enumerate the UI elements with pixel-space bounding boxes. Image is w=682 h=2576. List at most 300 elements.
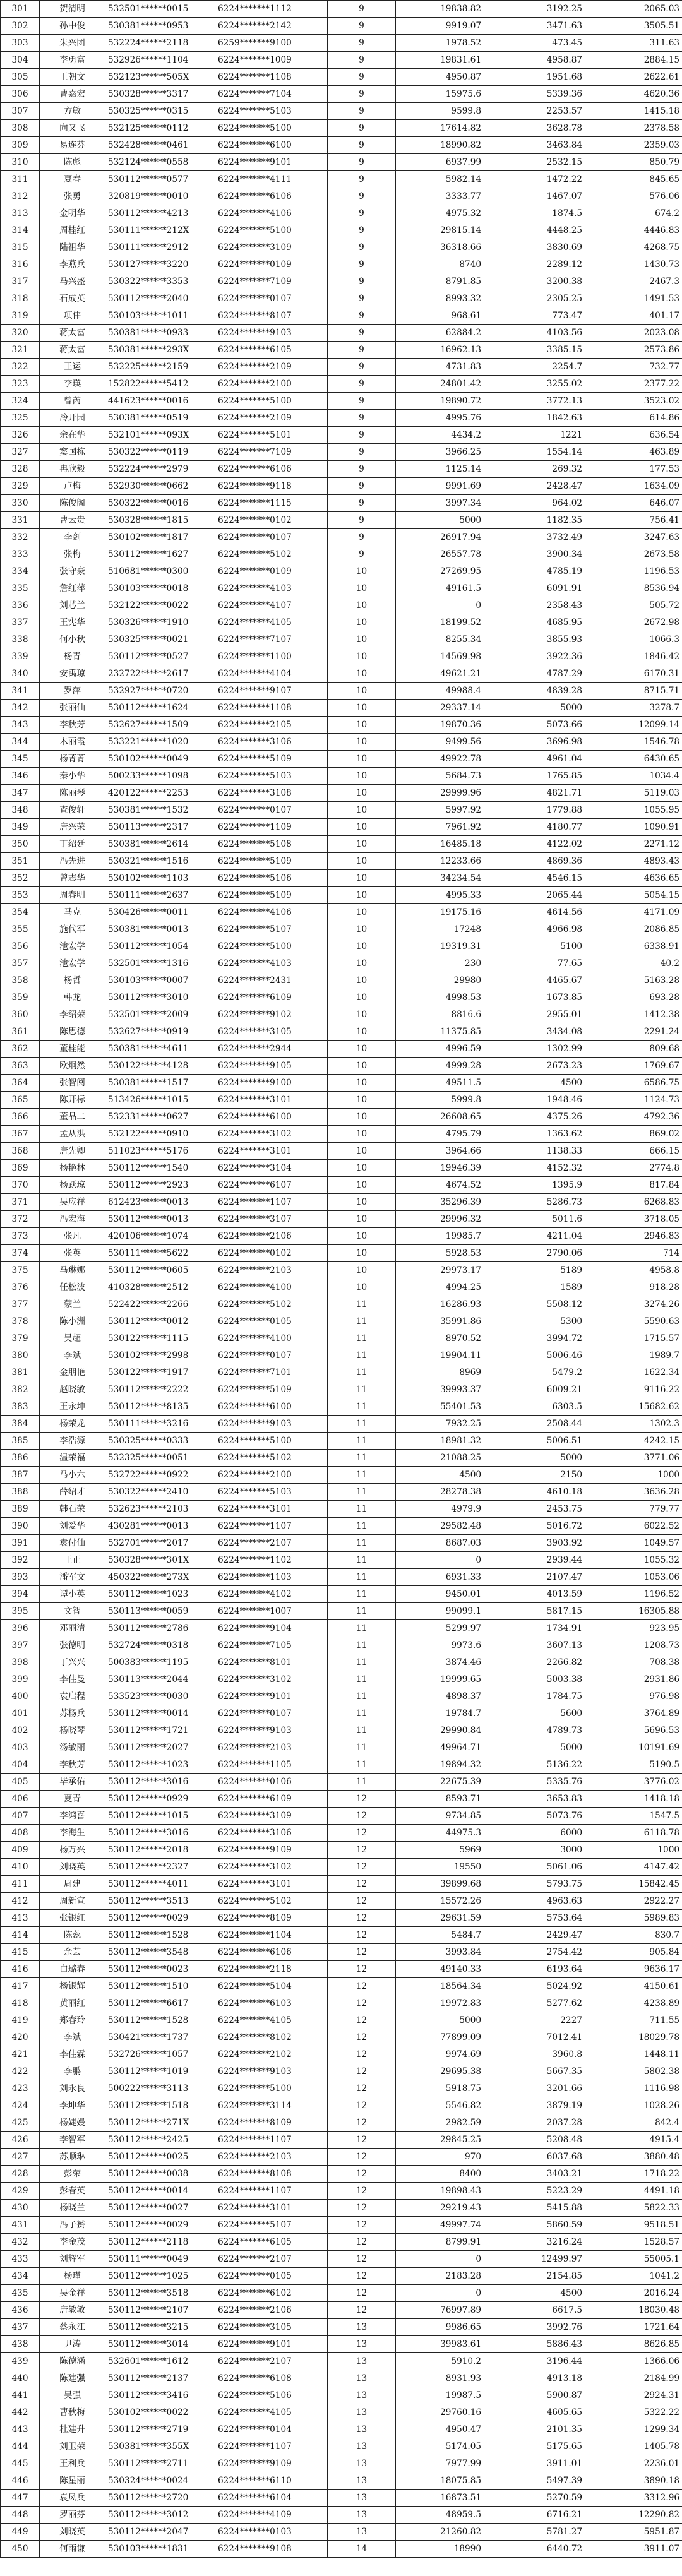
group-number-cell: 12 <box>328 1910 396 1927</box>
amount-c-cell: 923.95 <box>585 1620 682 1637</box>
person-name-cell: 朱兴团 <box>40 35 105 52</box>
group-number-cell: 10 <box>328 989 396 1006</box>
card-number-cell: 6224*******3109 <box>215 1808 328 1825</box>
row-index-cell: 344 <box>1 734 40 751</box>
person-name-cell: 李勇富 <box>40 52 105 69</box>
amount-c-cell: 2184.99 <box>585 2370 682 2387</box>
card-number-cell: 6224*******9103 <box>215 2063 328 2080</box>
card-number-cell: 6224*******1108 <box>215 700 328 717</box>
id-number-cell: 530325******0021 <box>105 631 215 648</box>
amount-c-cell: 576.06 <box>585 188 682 205</box>
id-number-cell: 530113******2044 <box>105 1671 215 1688</box>
amount-b-cell: 1589 <box>484 1279 585 1296</box>
amount-a-cell: 29845.25 <box>396 2132 484 2149</box>
amount-a-cell: 36318.66 <box>396 239 484 256</box>
amount-a-cell: 8799.91 <box>396 2234 484 2251</box>
row-index-cell: 447 <box>1 2490 40 2507</box>
amount-a-cell: 39899.68 <box>396 1876 484 1893</box>
card-number-cell: 6224*******6109 <box>215 1791 328 1808</box>
amount-b-cell: 4546.15 <box>484 870 585 887</box>
row-index-cell: 431 <box>1 2217 40 2234</box>
group-number-cell: 11 <box>328 1654 396 1671</box>
table-row <box>1 1705 682 1722</box>
table-row <box>1 2097 682 2114</box>
table-row <box>1 1160 682 1177</box>
person-name-cell: 施代军 <box>40 921 105 938</box>
id-number-cell: 532224******2118 <box>105 35 215 52</box>
id-number-cell: 532627******0919 <box>105 1023 215 1041</box>
id-number-cell: 530112******0605 <box>105 1262 215 1279</box>
row-index-cell: 434 <box>1 2268 40 2285</box>
row-index-cell: 424 <box>1 2097 40 2114</box>
card-number-cell: 6224*******5104 <box>215 1978 328 1995</box>
person-name-cell: 唐敏敏 <box>40 2302 105 2319</box>
group-number-cell: 11 <box>328 1552 396 1569</box>
card-number-cell: 6224*******9101 <box>215 2336 328 2353</box>
group-number-cell: 12 <box>328 2097 396 2114</box>
amount-c-cell: 463.89 <box>585 444 682 461</box>
table-row <box>1 1637 682 1654</box>
table-row <box>1 1262 682 1279</box>
group-number-cell: 10 <box>328 1092 396 1109</box>
table-row <box>1 1398 682 1416</box>
id-number-cell: 533221******1020 <box>105 734 215 751</box>
person-name-cell: 张德明 <box>40 1637 105 1654</box>
group-number-cell: 11 <box>328 1756 396 1774</box>
amount-a-cell: 970 <box>396 2149 484 2166</box>
group-number-cell: 9 <box>328 35 396 52</box>
amount-c-cell: 16305.88 <box>585 1603 682 1620</box>
row-index-cell: 407 <box>1 1808 40 1825</box>
id-number-cell: 530112******3012 <box>105 2507 215 2524</box>
card-number-cell: 6224*******0106 <box>215 1774 328 1791</box>
id-number-cell: 420122******2253 <box>105 785 215 802</box>
amount-c-cell: 1412.38 <box>585 1006 682 1023</box>
id-number-cell: 532428******0461 <box>105 137 215 154</box>
id-number-cell: 530112******4213 <box>105 205 215 222</box>
amount-b-cell: 3255.02 <box>484 376 585 393</box>
table-row <box>1 1194 682 1211</box>
id-number-cell: 530112******2923 <box>105 1177 215 1194</box>
table-row <box>1 853 682 870</box>
amount-b-cell: 3900.34 <box>484 546 585 563</box>
person-name-cell: 陆祖华 <box>40 239 105 256</box>
card-number-cell: 6224*******3102 <box>215 1671 328 1688</box>
table-row <box>1 1330 682 1347</box>
id-number-cell: 530112******2786 <box>105 1620 215 1637</box>
amount-c-cell: 6430.65 <box>585 751 682 768</box>
row-index-cell: 404 <box>1 1756 40 1774</box>
id-number-cell: 532601******1612 <box>105 2353 215 2370</box>
card-number-cell: 6224*******5100 <box>215 1433 328 1450</box>
amount-a-cell: 4999.28 <box>396 1058 484 1075</box>
amount-b-cell: 4839.28 <box>484 683 585 700</box>
table-row <box>1 2438 682 2455</box>
person-name-cell: 马琳娜 <box>40 1262 105 1279</box>
group-number-cell: 12 <box>328 2166 396 2183</box>
row-index-cell: 433 <box>1 2251 40 2268</box>
row-index-cell: 409 <box>1 1842 40 1859</box>
table-row <box>1 478 682 495</box>
amount-b-cell: 3879.19 <box>484 2097 585 2114</box>
group-number-cell: 14 <box>328 2541 396 2558</box>
table-row <box>1 2421 682 2438</box>
id-number-cell: 530328******1815 <box>105 512 215 529</box>
group-number-cell: 13 <box>328 2472 396 2490</box>
amount-a-cell: 19319.31 <box>396 938 484 955</box>
person-name-cell: 张守豪 <box>40 563 105 580</box>
amount-b-cell: 5667.35 <box>484 2063 585 2080</box>
id-number-cell: 532926******1104 <box>105 52 215 69</box>
id-number-cell: 530102******0049 <box>105 751 215 768</box>
card-number-cell: 6224*******2142 <box>215 18 328 35</box>
amount-a-cell: 8255.34 <box>396 631 484 648</box>
row-index-cell: 352 <box>1 870 40 887</box>
person-name-cell: 张银红 <box>40 1910 105 1927</box>
amount-a-cell: 17614.82 <box>396 120 484 137</box>
amount-c-cell: 3718.05 <box>585 1211 682 1228</box>
group-number-cell: 10 <box>328 1228 396 1245</box>
amount-c-cell: 3312.96 <box>585 2490 682 2507</box>
row-index-cell: 332 <box>1 529 40 546</box>
amount-c-cell: 1049.57 <box>585 1535 682 1552</box>
card-number-cell: 6224*******3101 <box>215 1092 328 1109</box>
person-name-cell: 唐先卿 <box>40 1143 105 1160</box>
row-index-cell: 374 <box>1 1245 40 1262</box>
amount-a-cell: 18981.32 <box>396 1433 484 1450</box>
id-number-cell: 530112******1023 <box>105 1586 215 1603</box>
amount-b-cell: 5016.72 <box>484 1518 585 1535</box>
group-number-cell: 12 <box>328 2046 396 2063</box>
amount-b-cell: 2065.44 <box>484 887 585 904</box>
id-number-cell: 530112******2719 <box>105 2421 215 2438</box>
person-name-cell: 蒋太富 <box>40 325 105 342</box>
amount-a-cell: 0 <box>396 2251 484 2268</box>
table-row <box>1 1177 682 1194</box>
amount-b-cell: 3696.98 <box>484 734 585 751</box>
row-index-cell: 441 <box>1 2387 40 2404</box>
table-row <box>1 870 682 887</box>
card-number-cell: 6224*******6102 <box>215 2285 328 2302</box>
table-row <box>1 69 682 86</box>
person-name-cell: 余芸 <box>40 1944 105 1961</box>
ledger-body <box>1 1 682 2558</box>
amount-b-cell: 5100 <box>484 938 585 955</box>
person-name-cell: 池宏学 <box>40 938 105 955</box>
amount-b-cell: 3000 <box>484 1842 585 1859</box>
row-index-cell: 443 <box>1 2421 40 2438</box>
id-number-cell: 530322******0016 <box>105 495 215 512</box>
table-row <box>1 342 682 359</box>
group-number-cell: 12 <box>328 1944 396 1961</box>
card-number-cell: 6224*******2105 <box>215 717 328 734</box>
table-row <box>1 1484 682 1501</box>
group-number-cell: 10 <box>328 819 396 836</box>
table-row <box>1 904 682 921</box>
id-number-cell: 530328******301X <box>105 1552 215 1569</box>
amount-c-cell: 4147.42 <box>585 1859 682 1876</box>
amount-a-cell: 9599.8 <box>396 103 484 120</box>
amount-a-cell: 19904.11 <box>396 1347 484 1364</box>
amount-a-cell: 19550 <box>396 1859 484 1876</box>
person-name-cell: 李鹏 <box>40 2063 105 2080</box>
row-index-cell: 376 <box>1 1279 40 1296</box>
group-number-cell: 11 <box>328 1364 396 1381</box>
amount-c-cell: 12099.14 <box>585 717 682 734</box>
group-number-cell: 9 <box>328 222 396 239</box>
amount-a-cell: 19870.36 <box>396 717 484 734</box>
amount-b-cell: 77.65 <box>484 955 585 972</box>
id-number-cell: 530112******3416 <box>105 2387 215 2404</box>
row-index-cell: 321 <box>1 342 40 359</box>
id-number-cell: 530122******1115 <box>105 1330 215 1347</box>
table-row <box>1 734 682 751</box>
amount-c-cell: 4171.09 <box>585 904 682 921</box>
row-index-cell: 322 <box>1 359 40 376</box>
table-row <box>1 1842 682 1859</box>
amount-c-cell: 1634.09 <box>585 478 682 495</box>
amount-b-cell: 2754.42 <box>484 1944 585 1961</box>
person-name-cell: 安禹琼 <box>40 665 105 683</box>
person-name-cell: 杨晓琴 <box>40 1722 105 1739</box>
person-name-cell: 韩石荣 <box>40 1501 105 1518</box>
person-name-cell: 陈小洲 <box>40 1313 105 1330</box>
group-number-cell: 9 <box>328 410 396 427</box>
table-row <box>1 410 682 427</box>
amount-c-cell: 2931.86 <box>585 1671 682 1688</box>
person-name-cell: 陈思德 <box>40 1023 105 1041</box>
amount-c-cell: 5054.15 <box>585 887 682 904</box>
amount-c-cell: 1028.26 <box>585 2097 682 2114</box>
row-index-cell: 393 <box>1 1569 40 1586</box>
row-index-cell: 314 <box>1 222 40 239</box>
table-row <box>1 785 682 802</box>
person-name-cell: 毕承佑 <box>40 1774 105 1791</box>
card-number-cell: 6224*******6100 <box>215 137 328 154</box>
amount-b-cell: 5300 <box>484 1313 585 1330</box>
id-number-cell: 530122******1917 <box>105 1364 215 1381</box>
amount-c-cell: 9518.51 <box>585 2217 682 2234</box>
person-name-cell: 杨银辉 <box>40 1978 105 1995</box>
group-number-cell: 9 <box>328 529 396 546</box>
card-number-cell: 6224*******3101 <box>215 1501 328 1518</box>
group-number-cell: 10 <box>328 904 396 921</box>
id-number-cell: 530112******3518 <box>105 2285 215 2302</box>
table-row <box>1 1 682 18</box>
amount-c-cell: 1208.73 <box>585 1637 682 1654</box>
amount-b-cell: 2253.57 <box>484 103 585 120</box>
person-name-cell: 何雨谦 <box>40 2541 105 2558</box>
id-number-cell: 530112******3010 <box>105 989 215 1006</box>
person-name-cell: 金明华 <box>40 205 105 222</box>
row-index-cell: 445 <box>1 2455 40 2472</box>
amount-b-cell: 3192.25 <box>484 1 585 18</box>
row-index-cell: 395 <box>1 1603 40 1620</box>
id-number-cell: 530112******8135 <box>105 1398 215 1416</box>
row-index-cell: 365 <box>1 1092 40 1109</box>
table-row <box>1 1995 682 2012</box>
id-number-cell: 510681******0300 <box>105 563 215 580</box>
amount-b-cell: 5000 <box>484 1450 585 1467</box>
amount-b-cell: 2790.06 <box>484 1245 585 1262</box>
person-name-cell: 王利兵 <box>40 2455 105 2472</box>
card-number-cell: 6224*******1100 <box>215 648 328 665</box>
card-number-cell: 6224*******1103 <box>215 1569 328 1586</box>
table-row <box>1 597 682 614</box>
id-number-cell: 530112******4011 <box>105 1876 215 1893</box>
row-index-cell: 313 <box>1 205 40 222</box>
row-index-cell: 392 <box>1 1552 40 1569</box>
amount-b-cell: 4787.29 <box>484 665 585 683</box>
amount-b-cell: 5175.65 <box>484 2438 585 2455</box>
table-row <box>1 154 682 171</box>
group-number-cell: 11 <box>328 1637 396 1654</box>
row-index-cell: 320 <box>1 325 40 342</box>
id-number-cell: 530112******0014 <box>105 2183 215 2200</box>
table-row <box>1 2183 682 2200</box>
person-name-cell: 蒙兰 <box>40 1296 105 1313</box>
amount-b-cell: 6617.5 <box>484 2302 585 2319</box>
group-number-cell: 9 <box>328 86 396 103</box>
table-row <box>1 2541 682 2558</box>
amount-b-cell: 2154.85 <box>484 2268 585 2285</box>
amount-a-cell: 9919.07 <box>396 18 484 35</box>
table-row <box>1 836 682 853</box>
card-number-cell: 6224*******9100 <box>215 1075 328 1092</box>
card-number-cell: 6224*******0103 <box>215 2524 328 2541</box>
amount-c-cell: 3880.48 <box>585 2149 682 2166</box>
card-number-cell: 6224*******8109 <box>215 1910 328 1927</box>
table-row <box>1 1774 682 1791</box>
row-index-cell: 418 <box>1 1995 40 2012</box>
amount-c-cell: 714 <box>585 1245 682 1262</box>
card-number-cell: 6224*******8102 <box>215 2029 328 2046</box>
row-index-cell: 410 <box>1 1859 40 1876</box>
person-name-cell: 李秋芳 <box>40 1756 105 1774</box>
id-number-cell: 612423******0013 <box>105 1194 215 1211</box>
row-index-cell: 396 <box>1 1620 40 1637</box>
amount-b-cell: 2939.44 <box>484 1552 585 1569</box>
group-number-cell: 9 <box>328 461 396 478</box>
row-index-cell: 360 <box>1 1006 40 1023</box>
amount-a-cell: 35991.86 <box>396 1313 484 1330</box>
amount-b-cell: 3903.92 <box>484 1535 585 1552</box>
amount-a-cell: 5910.2 <box>396 2353 484 2370</box>
row-index-cell: 402 <box>1 1722 40 1739</box>
amount-c-cell: 3776.02 <box>585 1774 682 1791</box>
id-number-cell: 532501******0015 <box>105 1 215 18</box>
group-number-cell: 10 <box>328 1143 396 1160</box>
row-index-cell: 363 <box>1 1058 40 1075</box>
card-number-cell: 6224*******1115 <box>215 495 328 512</box>
amount-c-cell: 2359.03 <box>585 137 682 154</box>
id-number-cell: 530112******2027 <box>105 1739 215 1756</box>
group-number-cell: 12 <box>328 2285 396 2302</box>
amount-a-cell: 7961.92 <box>396 819 484 836</box>
row-index-cell: 403 <box>1 1739 40 1756</box>
amount-c-cell: 1090.91 <box>585 819 682 836</box>
person-name-cell: 王运 <box>40 359 105 376</box>
group-number-cell: 10 <box>328 768 396 785</box>
amount-a-cell: 26917.94 <box>396 529 484 546</box>
person-name-cell: 贺清明 <box>40 1 105 18</box>
card-number-cell: 6224*******3104 <box>215 1160 328 1177</box>
person-name-cell: 郑春玲 <box>40 2012 105 2029</box>
amount-b-cell: 5497.39 <box>484 2472 585 2490</box>
group-number-cell: 9 <box>328 444 396 461</box>
person-name-cell: 孟从洪 <box>40 1126 105 1143</box>
card-number-cell: 6224*******6108 <box>215 2370 328 2387</box>
table-row <box>1 2166 682 2183</box>
amount-c-cell: 1430.73 <box>585 256 682 273</box>
amount-a-cell: 19838.82 <box>396 1 484 18</box>
table-row <box>1 2114 682 2132</box>
amount-b-cell: 3772.13 <box>484 393 585 410</box>
card-number-cell: 6224*******5102 <box>215 1893 328 1910</box>
card-number-cell: 6224*******5107 <box>215 2217 328 2234</box>
row-index-cell: 399 <box>1 1671 40 1688</box>
amount-a-cell: 7932.25 <box>396 1416 484 1433</box>
amount-b-cell: 3200.38 <box>484 273 585 290</box>
amount-a-cell: 8816.6 <box>396 1006 484 1023</box>
row-index-cell: 427 <box>1 2149 40 2166</box>
id-number-cell: 532930******0662 <box>105 478 215 495</box>
amount-c-cell: 976.98 <box>585 1688 682 1705</box>
table-row <box>1 819 682 836</box>
amount-c-cell: 3505.51 <box>585 18 682 35</box>
amount-a-cell: 4500 <box>396 1467 484 1484</box>
person-name-cell: 陈建强 <box>40 2370 105 2387</box>
person-name-cell: 冯先进 <box>40 853 105 870</box>
id-number-cell: 530321******1516 <box>105 853 215 870</box>
group-number-cell: 13 <box>328 2336 396 2353</box>
group-number-cell: 10 <box>328 972 396 989</box>
amount-c-cell: 2023.08 <box>585 325 682 342</box>
row-index-cell: 367 <box>1 1126 40 1143</box>
amount-a-cell: 4995.33 <box>396 887 484 904</box>
group-number-cell: 11 <box>328 1484 396 1501</box>
table-row <box>1 955 682 972</box>
card-number-cell: 6224*******2107 <box>215 2353 328 2370</box>
amount-c-cell: 1846.42 <box>585 648 682 665</box>
amount-b-cell: 3960.8 <box>484 2046 585 2063</box>
person-name-cell: 窦国栋 <box>40 444 105 461</box>
person-name-cell: 杨万兴 <box>40 1842 105 1859</box>
card-number-cell: 6224*******2102 <box>215 2046 328 2063</box>
amount-b-cell: 3653.83 <box>484 1791 585 1808</box>
amount-a-cell: 15572.26 <box>396 1893 484 1910</box>
group-number-cell: 11 <box>328 1398 396 1416</box>
id-number-cell: 530112******3215 <box>105 2319 215 2336</box>
amount-a-cell: 62884.2 <box>396 325 484 342</box>
id-number-cell: 532124******0558 <box>105 154 215 171</box>
table-row <box>1 1808 682 1825</box>
card-number-cell: 6224*******9107 <box>215 683 328 700</box>
amount-b-cell: 12499.97 <box>484 2251 585 2268</box>
group-number-cell: 11 <box>328 1347 396 1364</box>
card-number-cell: 6224*******6109 <box>215 989 328 1006</box>
card-number-cell: 6224*******3105 <box>215 1023 328 1041</box>
amount-a-cell: 8993.32 <box>396 290 484 307</box>
amount-b-cell: 2101.35 <box>484 2421 585 2438</box>
table-row <box>1 1654 682 1671</box>
group-number-cell: 10 <box>328 836 396 853</box>
card-number-cell: 6224*******7109 <box>215 444 328 461</box>
amount-b-cell: 6716.21 <box>484 2507 585 2524</box>
person-name-cell: 向又飞 <box>40 120 105 137</box>
card-number-cell: 6224*******2431 <box>215 972 328 989</box>
table-row <box>1 2217 682 2234</box>
